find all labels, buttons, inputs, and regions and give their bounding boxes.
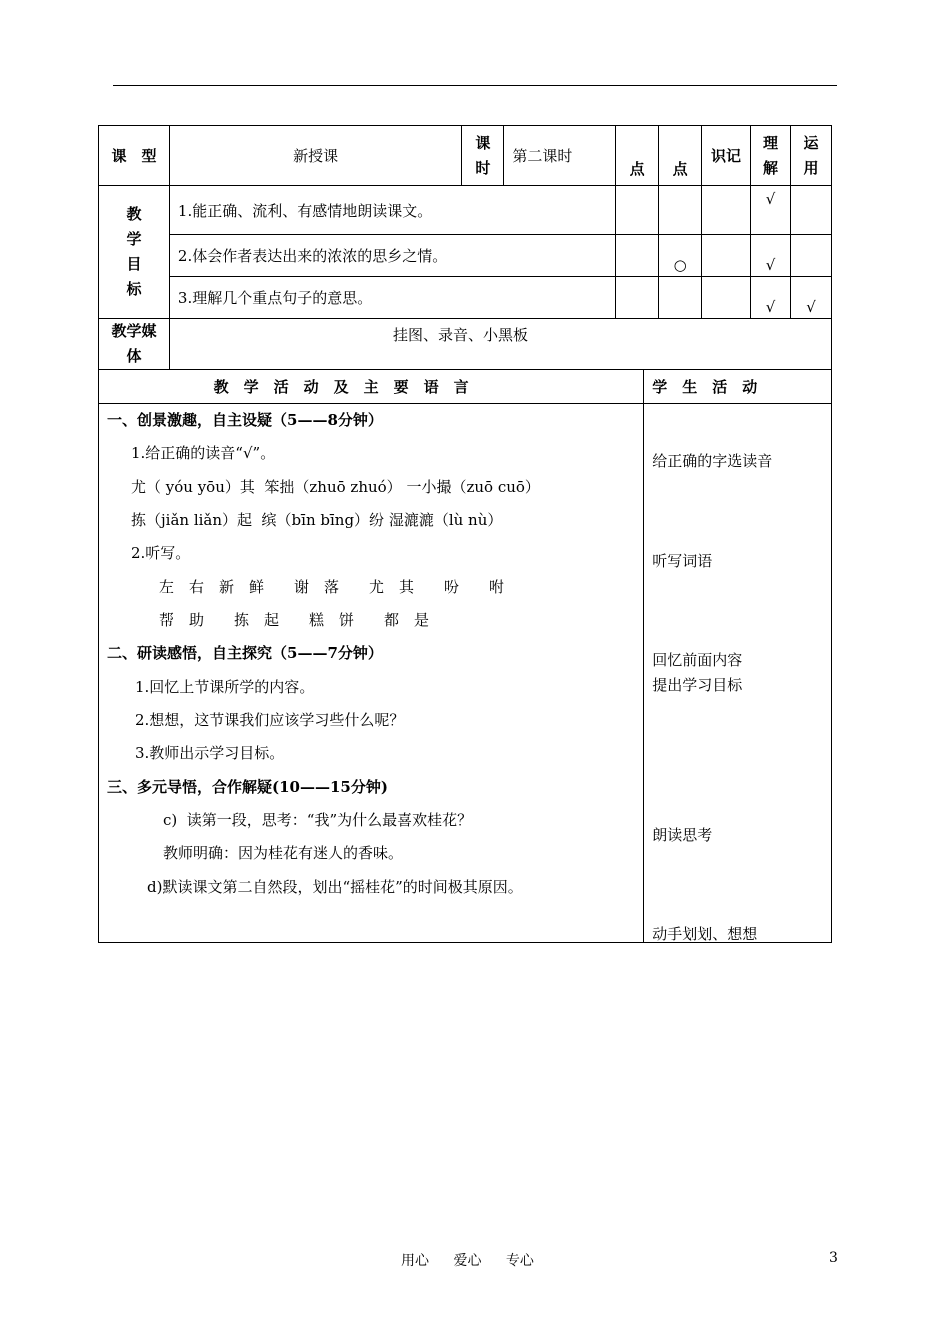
pinyin-line-2: 拣（jiǎn liǎn）起 缤（bīn bīng）纷 湿漉漉（lù nù） bbox=[131, 511, 503, 529]
activity-table bbox=[98, 369, 832, 943]
student-activity-6: 动手划划、想想 bbox=[652, 925, 758, 943]
media-label: 教学媒 体 bbox=[99, 319, 170, 370]
header-rule bbox=[113, 85, 837, 86]
lesson-type-value: 新授课 bbox=[169, 126, 462, 186]
dictation-words-1: 左 右 新 鲜 谢 落 尤 其 吩 咐 bbox=[159, 578, 505, 596]
student-activity-content bbox=[644, 404, 831, 942]
goal-1-yunyong bbox=[790, 186, 831, 235]
line-2-2: 2.想想，这节课我们应该学习些什么呢？ bbox=[135, 711, 405, 729]
media-value: 挂图、录音、小黑板 bbox=[169, 319, 831, 370]
pinyin-line-1: 尤（ yóu yōu）其 笨拙（zhuō zhuó） 一小撮（zuō cuō） bbox=[131, 478, 540, 496]
section-3-heading: 三、多元导悟，合作解疑(10——15分钟) bbox=[107, 778, 388, 796]
student-activity-1: 给正确的字选读音 bbox=[652, 452, 773, 470]
footer-motto: 用心 爱心 专心 bbox=[401, 1253, 534, 1269]
col-lijie: 理 解 bbox=[751, 126, 791, 186]
period-label: 课 时 bbox=[462, 126, 504, 186]
goal-2-yunyong bbox=[790, 235, 831, 277]
col-yunyong: 运 用 bbox=[790, 126, 831, 186]
left-header: 教 学 活 动 及 主 要 语 言 bbox=[99, 370, 644, 404]
goal-3-lijie: √ bbox=[751, 277, 791, 319]
section-2-heading: 二、研读感悟，自主探究（5——7分钟） bbox=[107, 644, 383, 662]
col-dian-1: 点 bbox=[616, 126, 659, 186]
right-header: 学 生 活 动 bbox=[644, 370, 832, 404]
line-2-3: 3.教师出示学习目标。 bbox=[135, 744, 285, 762]
dictation-words-2: 帮 助 拣 起 糕 饼 都 是 bbox=[159, 611, 430, 629]
goal-2-mark: ○ bbox=[659, 235, 702, 277]
goal-3-mark bbox=[659, 277, 702, 319]
line-3-1: c) 读第一段，思考：“我”为什么最喜欢桂花？ bbox=[163, 811, 473, 829]
student-activity-3: 回忆前面内容 bbox=[652, 651, 743, 669]
page-number: 3 bbox=[829, 1250, 838, 1266]
line-3-2: 教师明确：因为桂花有迷人的香味。 bbox=[163, 844, 404, 862]
goal-3: 3.理解几个重点句子的意思。 bbox=[169, 277, 615, 319]
line-1-1: 1.给正确的读音“√”。 bbox=[131, 444, 276, 462]
section-1-heading: 一、创景激趣，自主设疑（5——8分钟） bbox=[107, 411, 383, 429]
col-shiji: 识记 bbox=[702, 126, 751, 186]
goal-1: 1.能正确、流利、有感情地朗读课文。 bbox=[169, 186, 615, 235]
teaching-activity-content bbox=[99, 404, 643, 942]
lesson-type-label: 课 型 bbox=[99, 126, 170, 186]
student-activity-5: 朗读思考 bbox=[652, 826, 713, 844]
goal-1-mark bbox=[659, 186, 702, 235]
goal-1-lijie: √ bbox=[751, 186, 791, 235]
goal-2: 2.体会作者表达出来的浓浓的思乡之情。 bbox=[169, 235, 615, 277]
goal-2-lijie: √ bbox=[751, 235, 791, 277]
lesson-header-table bbox=[98, 125, 832, 370]
student-activity-4: 提出学习目标 bbox=[652, 676, 743, 694]
period-value: 第二课时 bbox=[504, 126, 616, 186]
line-3-3: d)默读课文第二自然段，划出“摇桂花”的时间极其原因。 bbox=[147, 878, 523, 896]
student-activity-2: 听写词语 bbox=[652, 552, 713, 570]
col-dian-2: 点 bbox=[659, 126, 702, 186]
goal-3-yunyong: √ bbox=[790, 277, 831, 319]
line-2-1: 1.回忆上节课所学的内容。 bbox=[135, 678, 315, 696]
goals-label: 教 学 目 标 bbox=[99, 186, 170, 319]
line-1-2: 2.听写。 bbox=[131, 544, 191, 562]
